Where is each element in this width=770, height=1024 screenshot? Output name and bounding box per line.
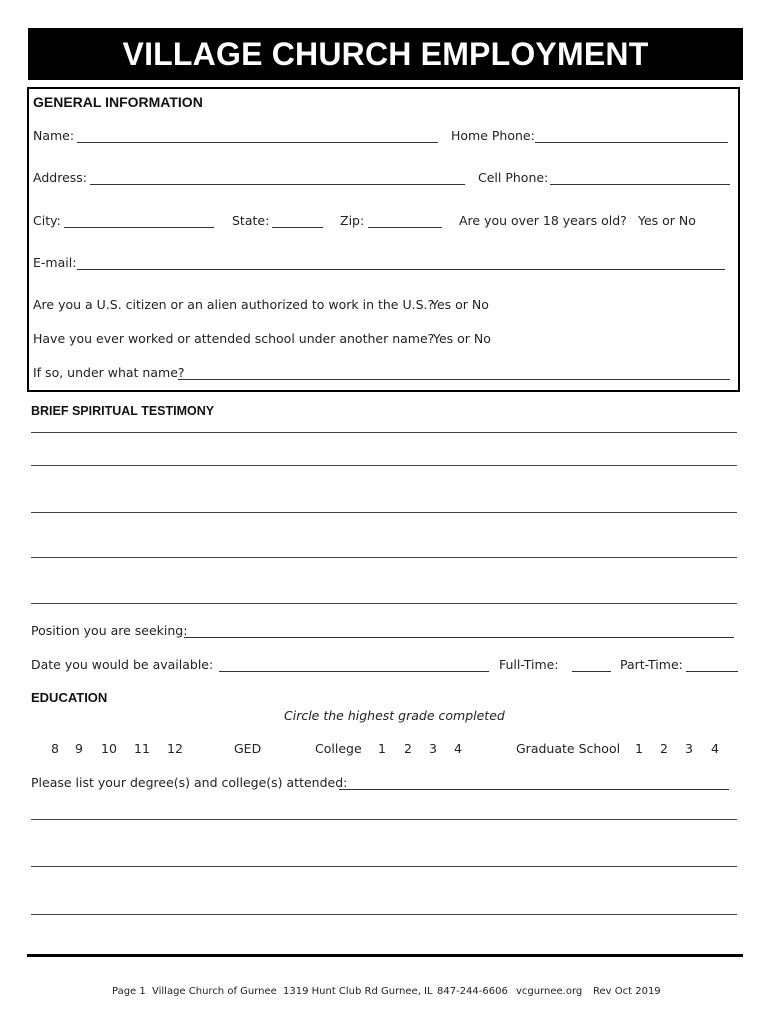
other-name-label: If so, under what name?	[33, 365, 185, 380]
zip-field[interactable]	[368, 227, 442, 228]
page-title: VILLAGE CHURCH EMPLOYMENT APPLICATION	[28, 28, 743, 80]
available-date-label: Date you would be available:	[31, 657, 214, 672]
available-date-field[interactable]	[219, 671, 489, 672]
full-time-field[interactable]	[572, 671, 611, 672]
testimony-line[interactable]	[31, 465, 737, 466]
position-field[interactable]	[184, 637, 734, 638]
testimony-line[interactable]	[31, 512, 737, 513]
footer-organization: Village Church of Gurnee	[152, 986, 277, 997]
name-field[interactable]	[77, 142, 438, 143]
testimony-line[interactable]	[31, 603, 737, 604]
degrees-line[interactable]	[31, 819, 737, 820]
city-field[interactable]	[64, 227, 214, 228]
city-label: City:	[33, 213, 61, 228]
citizen-question: Are you a U.S. citizen or an alien authorized to work in the U.S.?	[33, 297, 435, 312]
ged-option[interactable]: GED	[234, 741, 262, 756]
degrees-field[interactable]	[339, 789, 729, 790]
other-name-options[interactable]: Yes or No	[433, 331, 491, 346]
testimony-heading: BRIEF SPIRITUAL TESTIMONY	[31, 404, 215, 418]
home-phone-label: Home Phone:	[451, 128, 535, 143]
email-label: E-mail:	[33, 255, 77, 270]
citizen-options[interactable]: Yes or No	[431, 297, 489, 312]
over-18-options[interactable]: Yes or No	[638, 213, 696, 228]
graduate-year-option[interactable]: 3	[685, 741, 693, 756]
cell-phone-field[interactable]	[550, 184, 730, 185]
cell-phone-label: Cell Phone:	[478, 170, 549, 185]
graduate-year-option[interactable]: 1	[635, 741, 643, 756]
full-time-label: Full-Time:	[499, 657, 559, 672]
other-name-question: Have you ever worked or attended school under another name?	[33, 331, 435, 346]
education-heading: EDUCATION	[31, 690, 108, 705]
state-label: State:	[232, 213, 270, 228]
footer-page-number: Page 1	[112, 986, 146, 997]
home-phone-field[interactable]	[535, 142, 728, 143]
grade-option[interactable]: 10	[101, 741, 117, 756]
footer-website: vcgurnee.org	[516, 986, 583, 997]
education-instruction: Circle the highest grade completed	[284, 708, 505, 723]
graduate-year-option[interactable]: 4	[711, 741, 719, 756]
email-field[interactable]	[77, 269, 725, 270]
college-year-option[interactable]: 4	[454, 741, 462, 756]
general-information-section	[27, 87, 740, 392]
degrees-label: Please list your degree(s) and college(s) attended:	[31, 775, 348, 790]
footer-revision: Rev Oct 2019	[593, 986, 661, 997]
college-year-option[interactable]: 2	[404, 741, 412, 756]
grade-option[interactable]: 11	[134, 741, 150, 756]
position-label: Position you are seeking:	[31, 623, 188, 638]
graduate-year-option[interactable]: 2	[660, 741, 668, 756]
testimony-line[interactable]	[31, 557, 737, 558]
address-field[interactable]	[90, 184, 465, 185]
other-name-field[interactable]	[178, 379, 730, 380]
state-field[interactable]	[272, 227, 323, 228]
footer-divider	[27, 954, 743, 957]
grade-option[interactable]: 9	[75, 741, 83, 756]
part-time-field[interactable]	[686, 671, 738, 672]
graduate-school-label: Graduate School	[516, 741, 621, 756]
part-time-label: Part-Time:	[620, 657, 683, 672]
general-information-heading: GENERAL INFORMATION	[33, 94, 203, 110]
address-label: Address:	[33, 170, 87, 185]
footer-phone: 847-244-6606	[437, 986, 508, 997]
degrees-line[interactable]	[31, 914, 737, 915]
name-label: Name:	[33, 128, 75, 143]
degrees-line[interactable]	[31, 866, 737, 867]
footer-address: 1319 Hunt Club Rd Gurnee, IL	[283, 986, 433, 997]
over-18-question: Are you over 18 years old?	[459, 213, 627, 228]
zip-label: Zip:	[340, 213, 365, 228]
grade-option[interactable]: 8	[51, 741, 59, 756]
college-year-option[interactable]: 1	[378, 741, 386, 756]
testimony-line[interactable]	[31, 432, 737, 433]
college-label: College	[315, 741, 362, 756]
college-year-option[interactable]: 3	[429, 741, 437, 756]
grade-option[interactable]: 12	[167, 741, 183, 756]
